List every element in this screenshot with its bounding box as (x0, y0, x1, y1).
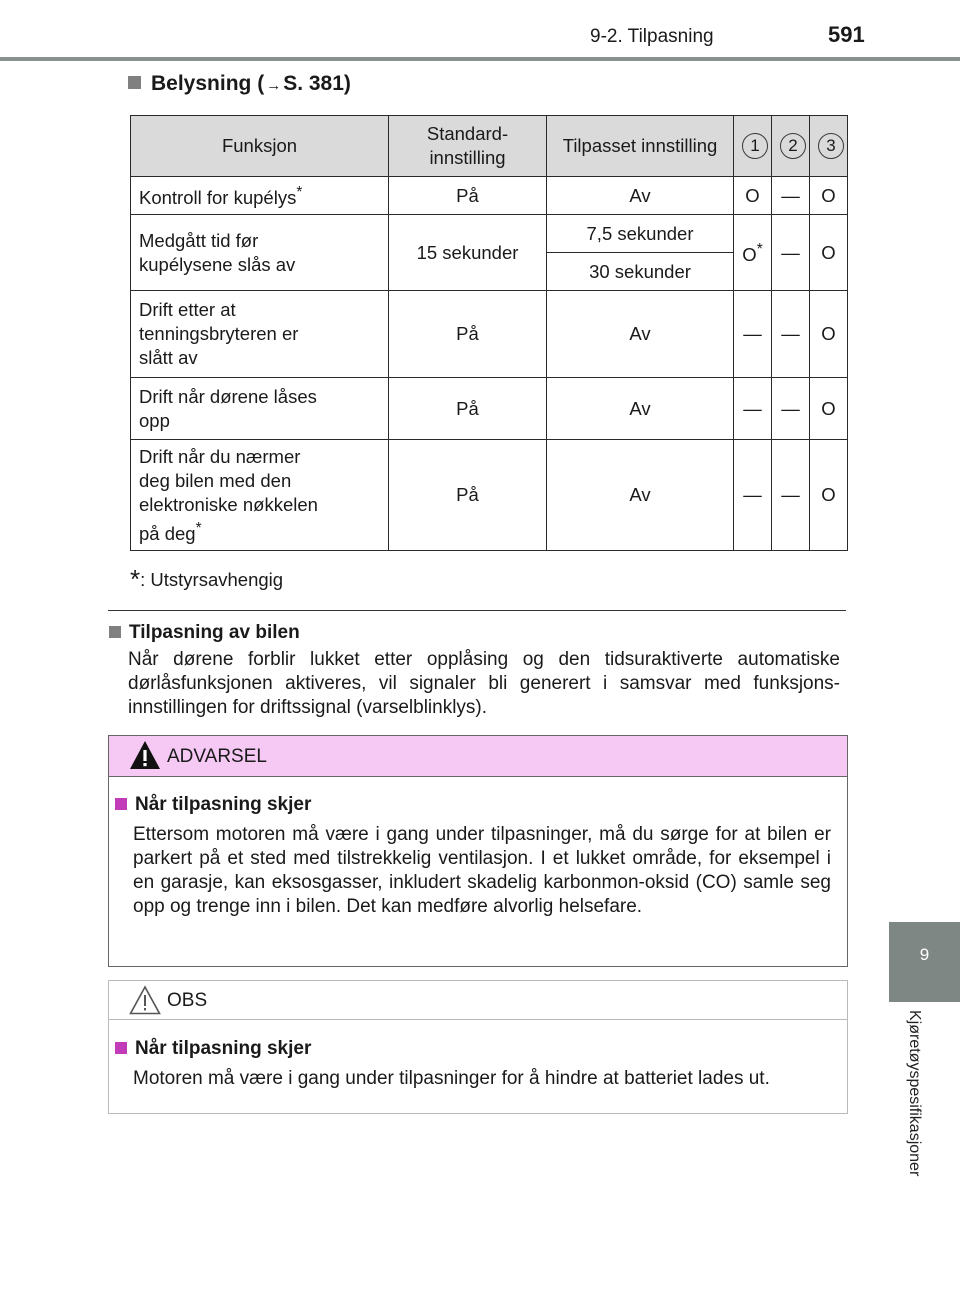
header-col-1 (734, 116, 772, 177)
table-row (131, 215, 848, 253)
header-col-3 (810, 116, 848, 177)
table-header-row (131, 116, 848, 177)
warning-box (108, 735, 848, 967)
header-divider (0, 57, 960, 61)
chapter-label: Kjøretøyspesifikasjoner (906, 1010, 923, 1177)
default-cell: På (389, 378, 547, 440)
warning-subtitle: Når tilpasning skjer (115, 794, 311, 816)
custom-cell: Av (547, 378, 734, 440)
page-reference-link[interactable]: S. 381) (283, 72, 351, 95)
col3-cell: O (810, 215, 848, 291)
col2-cell: — (772, 440, 810, 551)
section-heading: Belysning ( →S. 381) (128, 72, 351, 96)
function-cell: Drift når du nærmer deg bilen med den elektroniske nøkkelen på deg* (131, 440, 389, 551)
col3-cell: O (810, 378, 848, 440)
settings-table (130, 115, 848, 551)
col2-cell: — (772, 378, 810, 440)
default-cell: 15 sekunder (389, 215, 547, 291)
col2-cell: — (772, 215, 810, 291)
square-bullet-icon (128, 76, 141, 89)
subsection-body: Når dørene forblir lukket etter opplåsing og den tidsuraktiverte automatiske dørlåsfunksjonen aktiveres, vil signaler bli generert i samsvar med funksjons-innstillingen for driftssignal (varselblinklys). (128, 649, 840, 718)
square-bullet-icon (115, 798, 127, 810)
col1-cell: O* (734, 215, 772, 291)
square-bullet-icon (109, 626, 121, 638)
header-function: Funksjon (131, 116, 389, 177)
circled-2-icon: 2 (780, 133, 806, 159)
subsection-heading: Tilpasning av bilen (109, 622, 300, 644)
col1-cell: O (734, 177, 772, 215)
notice-text: Motoren må være i gang under tilpasninger for å hindre at batteriet lades ut. (133, 1068, 770, 1089)
chapter-number: 9 (919, 945, 930, 964)
custom-cell: Av (547, 177, 734, 215)
warning-header (109, 736, 847, 777)
col1-cell: — (734, 291, 772, 378)
warning-title: ADVARSEL (167, 746, 267, 767)
table-footnote: *: Utstyrsavhengig (130, 564, 284, 594)
default-cell: På (389, 291, 547, 378)
header-custom: Tilpasset innstilling (547, 116, 734, 177)
col3-cell: O (810, 291, 848, 378)
arrow-icon: → (266, 77, 282, 94)
header-col-2 (772, 116, 810, 177)
custom-cell: Av (547, 440, 734, 551)
footnote-mark: * (756, 241, 763, 259)
table-row (131, 177, 848, 215)
page-number: 591 (828, 22, 865, 47)
notice-title: OBS (167, 990, 208, 1011)
circled-1-icon: 1 (742, 133, 768, 159)
warning-text: Ettersom motoren må være i gang under tilpasninger, må du sørge for at bilen er parkert på et sted med tilstrekkelig ventilasjon. I et lukket område, for eksempel i en garasje, kan eksosgasser, inkludert skadelig karbonmon-oksid (CO) samle seg opp og trenge inn i bilen. Det kan medføre alvorlig helsefare. (133, 824, 831, 917)
notice-header (109, 981, 847, 1020)
caution-triangle-icon (129, 985, 161, 1015)
footnote-mark: * (130, 564, 141, 594)
chapter-tab (889, 922, 960, 1002)
square-bullet-icon (115, 1042, 127, 1054)
table-row (131, 291, 848, 378)
function-cell: Kontroll for kupélys* (131, 177, 389, 215)
footnote-mark: * (195, 519, 202, 537)
running-header-section: 9-2. Tilpasning (590, 26, 714, 47)
custom-cell: 30 sekunder (547, 253, 734, 291)
col1-cell: — (734, 440, 772, 551)
col2-cell: — (772, 177, 810, 215)
col3-cell: O (810, 177, 848, 215)
default-cell: På (389, 440, 547, 551)
warning-triangle-icon (129, 740, 161, 770)
function-cell: Drift når dørene låses opp (131, 378, 389, 440)
function-cell: Drift etter at tenningsbryteren er slått av (131, 291, 389, 378)
col3-cell: O (810, 440, 848, 551)
footnote-mark: * (296, 184, 303, 201)
table-row (131, 440, 848, 551)
header-default: Standard- innstilling (389, 116, 547, 177)
notice-box (108, 980, 848, 1114)
col1-cell: — (734, 378, 772, 440)
default-cell: På (389, 177, 547, 215)
custom-cell: 7,5 sekunder (547, 215, 734, 253)
function-cell: Medgått tid før kupélysene slås av (131, 215, 389, 291)
circled-3-icon: 3 (818, 133, 844, 159)
notice-subtitle: Når tilpasning skjer (115, 1038, 311, 1060)
col2-cell: — (772, 291, 810, 378)
section-divider (108, 610, 846, 611)
table-row (131, 378, 848, 440)
custom-cell: Av (547, 291, 734, 378)
